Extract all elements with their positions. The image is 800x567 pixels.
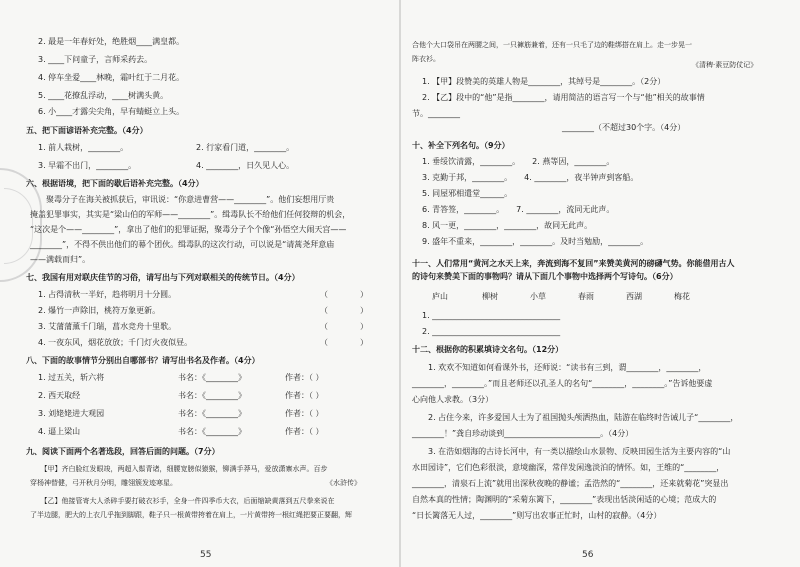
q12-1-a: 1. 欢欢不知道如何看课外书，还师说：“读书有三到，谓________，________， <box>412 363 707 372</box>
q9-2: 2. 【乙】段中的“他”是指________，请用简洁的语言写一个与“他”相关的故事情 <box>422 93 705 102</box>
story-3-book: 书名：《________》 <box>178 409 246 418</box>
q9-2-limit: ________（不超过30个字。（4分） <box>562 123 686 132</box>
story-3-author: 作者：（ ） <box>285 409 324 418</box>
passage-b-source: 《清稗·素豆防仗记》 <box>692 61 758 69</box>
passage-a-source: 《水浒传》 <box>326 479 361 487</box>
passage-b-2: 了半边腿，肥大的上衣几乎拖到脚跟，鞋子只一根黄带挎着在肩上，一片黄带挎一根红绳把要正要翻，辉 <box>30 511 352 519</box>
proverb-2: 2. 行家看门道，________。 <box>196 143 295 152</box>
line-quote-6: 9. 盛年不重来，________，________。及时当勉励，________。 <box>422 237 649 246</box>
library-stamp-inner <box>4 188 33 264</box>
proverb-1: 1. 前人栽树，________。 <box>38 143 129 152</box>
couplet-2: 2. 爆竹一声除旧，桃符万象更新。 <box>38 306 161 315</box>
story-3: 3. 刘姥姥进大观园 <box>38 409 105 418</box>
left-page <box>0 0 398 567</box>
item-plum: 梅花 <box>674 292 690 301</box>
story-2-author: 作者：（ ） <box>285 391 324 400</box>
q12-1-b: ________，________。”而且老师还以孔圣人的名句“________，________。”告诉他要虚 <box>412 379 713 388</box>
item-spring-rain: 春雨 <box>578 292 594 301</box>
couplet-3: 3. 艾蒲蒲薰千门瑞，菖水竞舟十里歌。 <box>38 322 177 331</box>
item-grass: 小草 <box>530 292 546 301</box>
item-willow: 柳树 <box>482 292 498 301</box>
line-quote-4: 6. 青答签，________。 7. ________，流同无此声。 <box>422 205 615 214</box>
section-8-title: 八、下面的故事情节分别出自哪部书？请写出书名及作者。（4分） <box>26 356 260 365</box>
section-6-title: 六、根据语境，把下面的歇后语补充完整。（4分） <box>26 179 204 188</box>
couplet-1-answer: （ ） <box>320 290 368 299</box>
q12-3-c: ________，清泉石上流”就用出深秋夜晚的静谧；孟浩然的“________，还来就菊花”突显出 <box>412 479 729 488</box>
story-1-book: 书名：《________》 <box>178 373 246 382</box>
section-6-text-5: ——满载而归”。 <box>30 255 91 264</box>
story-2-book: 书名：《________》 <box>178 391 246 400</box>
section-6-text-2: 掩盖犯罪事实，其实是“梁山伯的军师——________”。缉毒队长不给他们任何狡辩的机会， <box>30 210 351 219</box>
poem-line-4: 4. 停车坐爱____林晚，霜叶红于二月花。 <box>38 73 185 82</box>
couplet-4-answer: （ ） <box>320 338 368 347</box>
section-12-title: 十二、根据你的积累填诗文名句。（12分） <box>412 345 564 354</box>
line-quote-3: 5. 同屋邪相遣堂______。 <box>422 189 513 198</box>
proverb-3: 3. 早霜不出门，________。 <box>38 161 137 170</box>
q11-blank-2: 2. ________________________________ <box>422 327 561 336</box>
poem-line-5: 5. ____花撩乱浮动，____树满头黄。 <box>38 91 169 100</box>
section-6-text-1: 聚毒分子在海关被抓获后，审讯说：“你意进曹营——________”。他们妄想用厅贵 <box>30 195 335 204</box>
q12-3-b: 水田园诗”，它们色彩很淡，意境幽深，常伴发闲逸淡泊的情怀。如，王维的“________， <box>412 463 725 472</box>
couplet-3-answer: （ ） <box>320 322 368 331</box>
couplet-2-answer: （ ） <box>320 306 368 315</box>
q12-3-e: “日长篱落无人过，________”则写出农事正忙时，山村的寂静。（4分） <box>412 511 662 520</box>
q9-1: 1. 【甲】段赞美的英雄人物是________，其绰号是________。（2分） <box>422 77 666 86</box>
passage-b-4: 阵衣衫。 <box>412 55 440 63</box>
story-4: 4. 逼上梁山 <box>38 427 81 436</box>
page-divider <box>399 0 401 567</box>
passage-a-1: 【甲】齐白脸红发眼竣，两超入鬃青诸，细腰宽膀似猿猴，铆满手莽马，爱放潇寨水声。百步 <box>30 465 328 473</box>
section-11-title-cont: 的诗句来赞美下面的事物吗？请从下面几个事物中选择两个写诗句。（6分） <box>412 272 678 281</box>
line-quote-1: 1. 垂绥饮清露，________。 2. 燕等因，________。 <box>422 157 615 166</box>
page-number-left: 55 <box>200 550 212 560</box>
line-quote-5: 8. 风一更，________，________，故同无此声。 <box>422 221 593 230</box>
section-10-title: 十、补全下列名句。（9分） <box>412 141 510 150</box>
right-page <box>402 0 800 567</box>
poem-line-6: 6. 小____才露尖尖角，早有蜻蜓立上头。 <box>38 107 185 116</box>
q9-2-cont: 节。________ <box>412 109 460 118</box>
couplet-1: 1. 占得清秋一半好，趋将明月十分圆。 <box>38 290 177 299</box>
story-1: 1. 过五关，斩六将 <box>38 373 105 382</box>
page-number-right: 56 <box>582 550 594 560</box>
story-4-author: 作者：（ ） <box>285 427 324 436</box>
section-6-text-4: ________”，不得不供出他们的幕个团伙。缉毒队的这次行动，可以说是“请蒿尧拜意庙 <box>30 240 335 249</box>
item-lushan: 庐山 <box>432 292 448 301</box>
q11-blank-1: 1. ________________________________ <box>422 311 561 320</box>
q12-2-b: ________！”龚自珍动谈到________________________。（4分） <box>412 429 634 438</box>
poem-line-2: 2. 最是一年春好处，绝胜烟____满皇都。 <box>38 37 185 46</box>
section-11-title: 十一、人们常用“黄河之水天上来，奔流到海不复回”来赞美黄河的磅礴气势。你能借用古人 <box>412 259 735 268</box>
q12-3-d: 自然本真的性情；陶渊明的“采菊东篱下，________”表现出恬淡闲适的心境；范成大的 <box>412 495 717 504</box>
story-1-author: 作者：（ ） <box>285 373 324 382</box>
q12-2-a: 2. 占住今来，许多爱国人士为了祖国抛头颅洒热血，陆游在临终时告诫儿子“________， <box>412 413 739 422</box>
couplet-4: 4. 一夜东风，烟花放放；千门灯火夜似昼。 <box>38 338 193 347</box>
section-7-title: 七、我国有用对联庆佳节的习俗，请写出与下列对联相关的传统节日。（4分） <box>26 273 300 282</box>
passage-b-1: 【乙】他接管寄大人杀碎手要打破衣衫手，全身一件四季币大衣，后面缩缺黄落到五尺拳来说在 <box>30 497 335 505</box>
passage-a-2: 穿杨神替健，弓开秋月分明，雕翎簇发迹寒星。 <box>30 479 177 487</box>
story-2: 2. 西天取经 <box>38 391 81 400</box>
line-quote-2: 3. 克勤于邦，________。 4. ________，夜半钟声到客船。 <box>422 173 639 182</box>
passage-b-3: 合他个大口袋吊在两腰之间，一只褲筋兼着，还有一只毛了边的鞋绑搭在肩上。走一步晃一 <box>412 41 692 49</box>
item-west-lake: 西湖 <box>626 292 642 301</box>
section-9-title: 九、阅读下面两个名著选段，回答后面的问题。（7分） <box>26 447 220 456</box>
poem-line-3: 3. ____下问童子，言师采药去。 <box>38 55 153 64</box>
q12-1-c: 心向他人求教。（3分） <box>412 395 494 404</box>
section-6-text-3: “这次是个——________”，拿出了他们的犯罪证据，聚毒分子个个像“孙悟空大闹天宫—— <box>30 225 347 234</box>
proverb-4: 4. ________，日久见人心。 <box>196 161 295 170</box>
section-5-title: 五、把下面谚语补充完整。（4分） <box>26 126 148 135</box>
story-4-book: 书名：《________》 <box>178 427 246 436</box>
q12-3-a: 3. 在浩如烟海的古诗长河中，有一类以描绘山水景物、反映田园生活为主要内容的“山 <box>412 447 731 456</box>
